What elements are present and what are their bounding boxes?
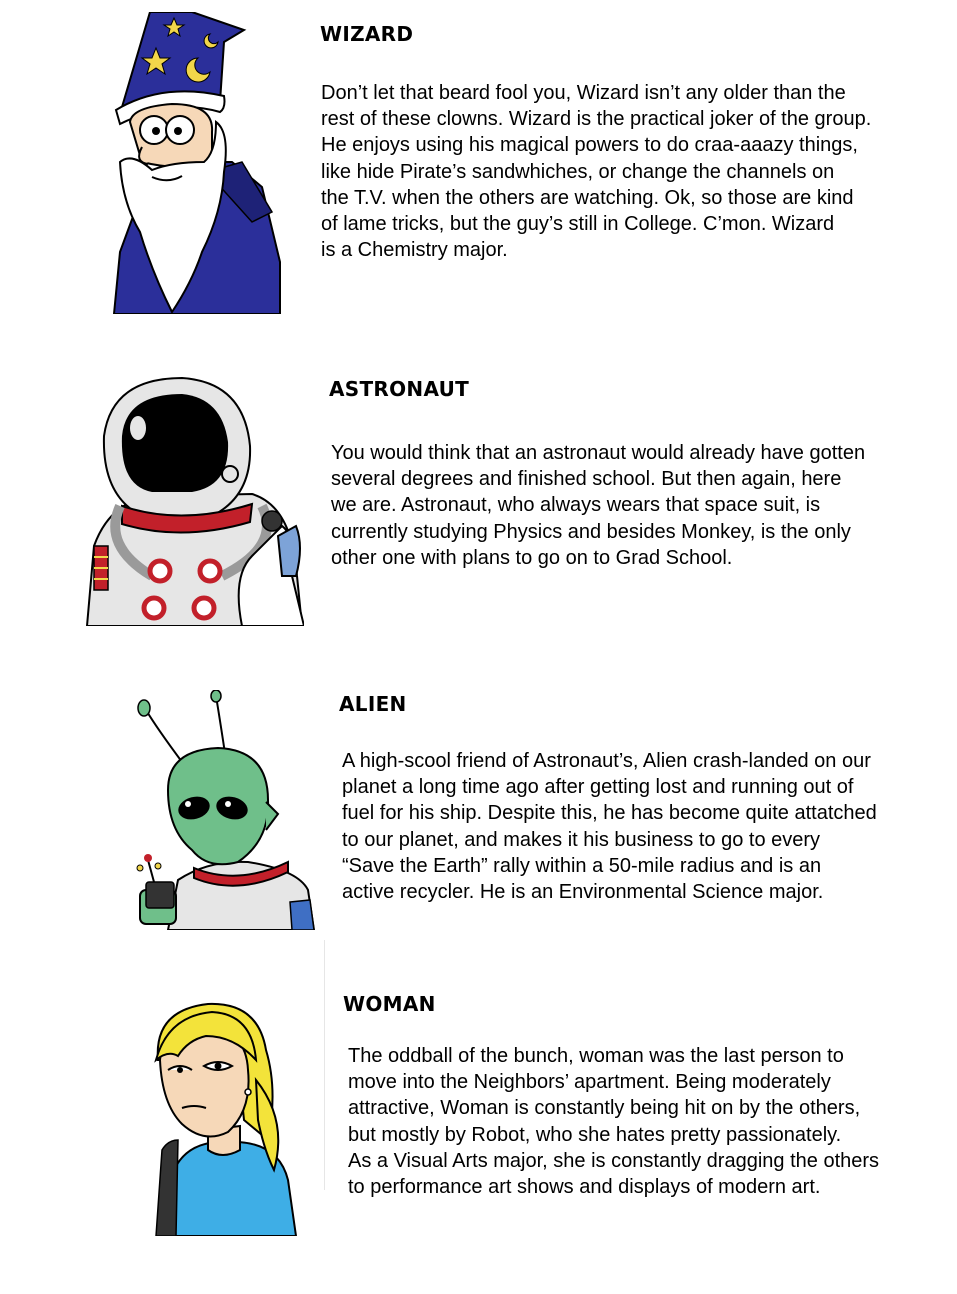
bio-line: He enjoys using his magical powers to do craa-aaazy things,	[321, 134, 858, 157]
wizard-bio	[321, 80, 941, 263]
alien-name: ALIEN	[339, 692, 407, 716]
bio-line: currently studying Physics and besides Monkey, is the only	[331, 520, 851, 543]
bio-line: attractive, Woman is constantly being hit on by the others,	[348, 1097, 861, 1120]
astronaut-bio	[331, 440, 951, 571]
bio-line: like hide Pirate’s sandwhiches, or change the channels on	[321, 160, 835, 183]
bio-line: The oddball of the bunch, woman was the last person to	[348, 1045, 844, 1067]
bio-line: but mostly by Robot, who she hates pretty passionately.	[348, 1123, 842, 1146]
astronaut-portrait	[82, 376, 304, 626]
bio-line: to performance art shows and displays of modern art.	[348, 1176, 821, 1199]
bio-line: we are. Astronaut, who always wears that space suit, is	[331, 494, 821, 517]
bio-line: planet a long time ago after getting lost and running out of	[342, 776, 854, 799]
bio-line: of lame tricks, but the guy’s still in College. C’mon. Wizard	[321, 213, 835, 236]
bio-line: several degrees and finished school. But then again, here	[331, 468, 842, 491]
bio-line: is a Chemistry major.	[321, 239, 508, 262]
divider	[324, 940, 325, 1190]
woman-portrait	[148, 1000, 298, 1236]
bio-line: active recycler. He is an Environmental Science major.	[342, 881, 824, 904]
bio-line: As a Visual Arts major, she is constantly dragging the others	[348, 1149, 880, 1172]
woman-bio	[348, 1043, 957, 1200]
bio-line: the T.V. when the others are watching. Ok, so those are kind	[321, 186, 854, 209]
bio-line: rest of these clowns. Wizard is the practical joker of the group.	[321, 108, 872, 131]
bio-line: Don’t let that beard fool you, Wizard isn’t any older than the	[321, 82, 846, 104]
bio-line: You would think that an astronaut would already have gotten	[331, 442, 866, 464]
bio-line: other one with plans to go on to Grad School.	[331, 546, 733, 569]
bio-line: to our planet, and makes it his business to go to every	[342, 828, 821, 851]
astronaut-name: ASTRONAUT	[329, 377, 470, 401]
wizard-name: WIZARD	[320, 22, 414, 46]
bio-line: fuel for his ship. Despite this, he has become quite attatched	[342, 802, 877, 825]
wizard-portrait	[112, 12, 282, 314]
bio-line: “Save the Earth” rally within a 50-mile radius and is an	[342, 854, 822, 877]
bio-line: A high-scool friend of Astronaut’s, Alien crash-landed on our	[342, 750, 871, 772]
alien-bio	[342, 748, 957, 905]
woman-name: WOMAN	[343, 992, 436, 1016]
alien-portrait	[128, 690, 318, 930]
bio-line: move into the Neighbors’ apartment. Being moderately	[348, 1071, 831, 1094]
